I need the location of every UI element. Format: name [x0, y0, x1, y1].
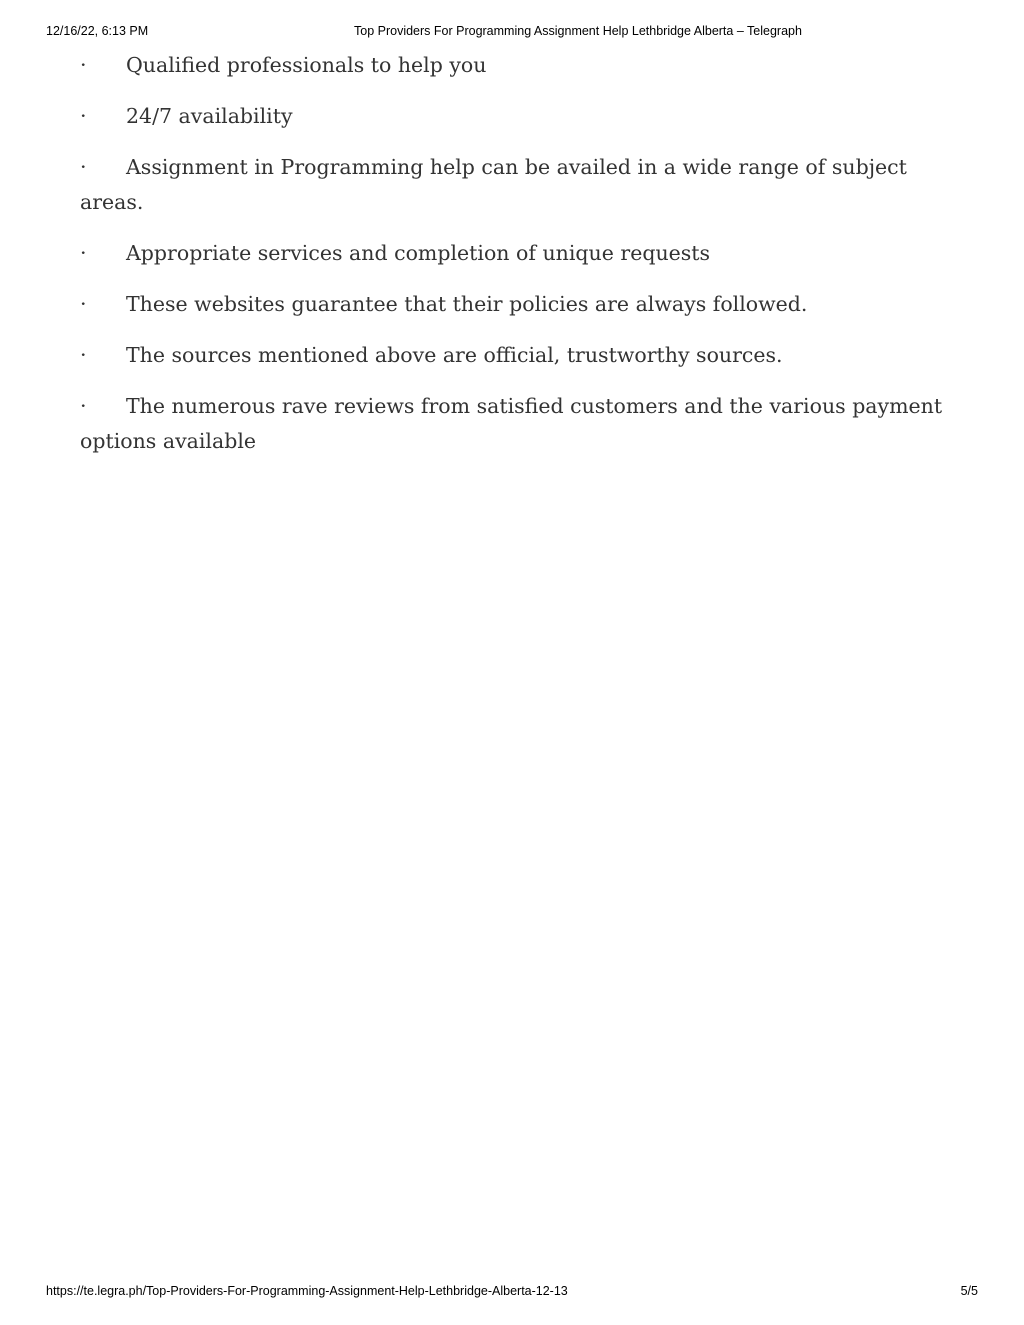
bullet-text: Assignment in Programming help can be availed in a wide range of subject areas. [80, 155, 907, 214]
bullet-text: The sources mentioned above are official, trustworthy sources. [126, 343, 783, 367]
print-page-title: Top Providers For Programming Assignment Help Lethbridge Alberta – Telegraph [354, 24, 802, 38]
print-url: https://te.legra.ph/Top-Providers-For-Programming-Assignment-Help-Lethbridge-Alberta-12-13 [46, 1284, 568, 1298]
bullet-item [80, 338, 960, 373]
bullet-text: Qualified professionals to help you [126, 53, 487, 77]
bullet-mark: · [80, 241, 87, 265]
bullet-text: The numerous rave reviews from satisfied customers and the various payment options available [80, 394, 943, 453]
bullet-item [80, 287, 960, 322]
bullet-mark: · [80, 53, 87, 77]
bullet-mark: · [80, 104, 87, 128]
print-header [0, 24, 1024, 42]
bullet-item [80, 389, 960, 459]
bullet-item [80, 48, 960, 83]
bullet-mark: · [80, 343, 87, 367]
bullet-text: 24/7 availability [126, 104, 293, 128]
bullet-mark: · [80, 394, 87, 418]
bullet-text: Appropriate services and completion of unique requests [126, 241, 711, 265]
bullet-item [80, 99, 960, 134]
article-body [80, 48, 960, 475]
bullet-text: These websites guarantee that their policies are always followed. [126, 292, 808, 316]
bullet-item [80, 150, 960, 220]
page-number: 5/5 [960, 1284, 978, 1298]
print-date: 12/16/22, 6:13 PM [46, 24, 149, 38]
bullet-mark: · [80, 155, 87, 179]
bullet-mark: · [80, 292, 87, 316]
print-footer [0, 1284, 1024, 1302]
bullet-item [80, 236, 960, 271]
